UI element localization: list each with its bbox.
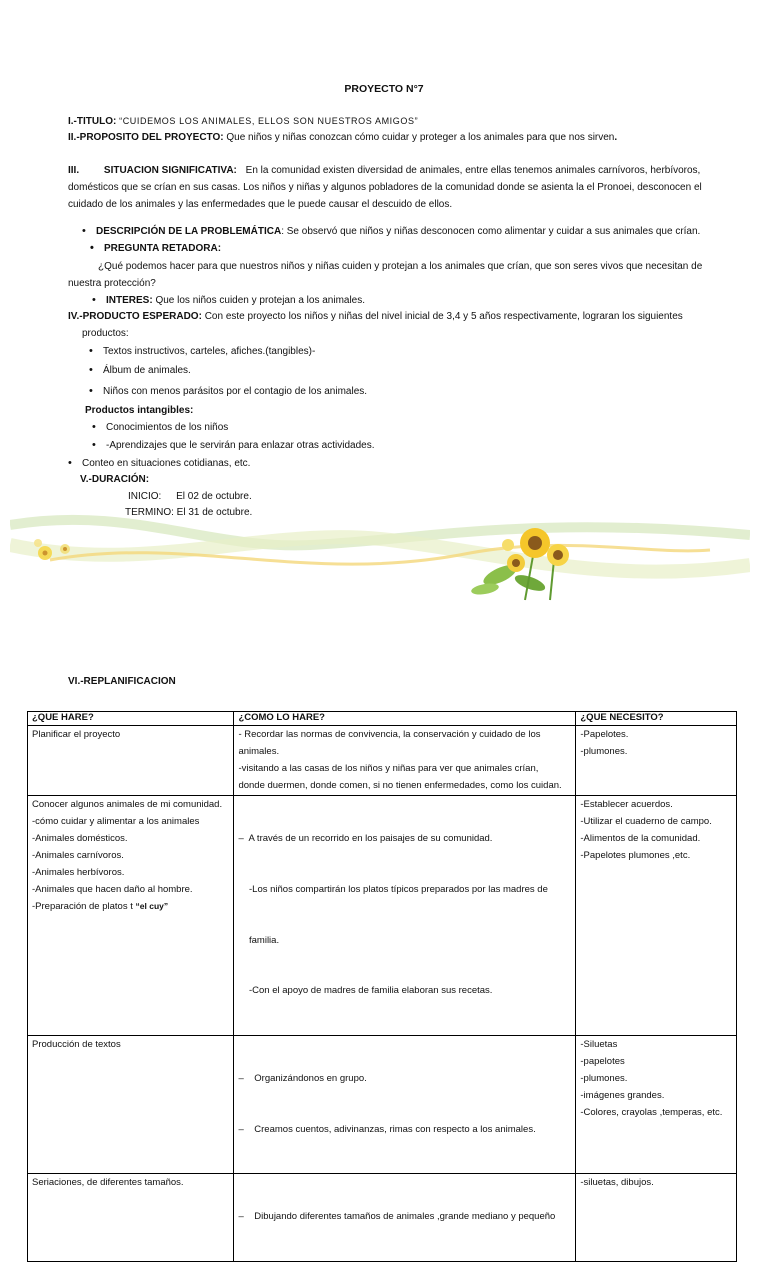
page-title: PROYECTO N°7 — [344, 83, 424, 95]
replanificacion-label: VI.-REPLANIFICACION — [68, 676, 176, 687]
proposito-value: Que niños y niñas conozcan cómo cuidar y proteger a los animales para que nos sirven — [226, 132, 615, 143]
row1-como: - Recordar las normas de convivencia, la conservación y cuidado de los animales. -visitando a las casas de los niños y niñas para ver que animales crían, donde duermen, donde comen, si no tienen enfermedades, como los cuidan. — [234, 725, 576, 796]
pregunta-label: • PREGUNTA RETADORA: — [104, 242, 221, 256]
situacion-num: III. — [68, 165, 80, 176]
problematica-item — [96, 225, 700, 239]
interes-text: Que los niños cuiden y protejan a los animales. — [155, 295, 366, 306]
table-row — [28, 1174, 737, 1262]
header-que-hare: ¿QUE HARE? — [28, 712, 234, 726]
row2-que: Conocer algunos animales de mi comunidad. -cómo cuidar y alimentar a los animales -Animales domésticos. -Animales carnívoros. -Animales herbívoros. -Animales que hacen daño al hombre. -Preparación de platos t “el cuy” — [28, 796, 234, 1036]
pregunta-text-1: ¿Qué podemos hacer para que nuestros niños y niñas cuiden y protejan a los animales que crían, que son seres vivos que necesitan de — [98, 261, 703, 272]
row3-como: – Organizándonos en grupo. – Creamos cuentos, adivinanzas, rimas con respecto a los animales. — [234, 1036, 576, 1174]
row3-necesito: -Siluetas -papelotes -plumones. -imágenes grandes. -Colores, crayolas ,temperas, etc. — [576, 1036, 737, 1174]
row4-necesito: -siluetas, dibujos. — [576, 1174, 737, 1262]
table-row — [28, 725, 737, 796]
situacion-label: SITUACION SIGNIFICATIVA: — [103, 165, 237, 176]
pregunta-text-2: nuestra protección? — [68, 278, 156, 289]
problematica-text: : Se observó que niños y niñas desconocen como alimentar y cuidar a sus animales que crían. — [281, 226, 701, 237]
header-que-necesito: ¿QUE NECESITO? — [576, 712, 737, 726]
inicio-line — [128, 490, 252, 504]
proposito-label: II.-PROPOSITO DEL PROYECTO: — [68, 132, 224, 143]
row1-que: Planificar el proyecto — [28, 725, 234, 796]
tangible-item-1: • Textos instructivos, carteles, afiches.(tangibles)- — [103, 345, 315, 359]
row2-necesito: -Establecer acuerdos. -Utilizar el cuaderno de campo. -Alimentos de la comunidad. -Papelotes plumones ,etc. — [576, 796, 737, 1036]
table-row — [28, 1036, 737, 1174]
titulo-value: “CUIDEMOS LOS ANIMALES, ELLOS SON NUESTROS AMIGOS” — [119, 116, 419, 126]
situacion-text-2: domésticos que se crían en sus casas. Los niños y niñas y algunos pobladores de la comunidad donde se asienta la el Pronoei, desconocen el — [68, 182, 702, 193]
situacion-text-3: cuidado de los animales y las enfermedades que le puede causar el descuido de ellos. — [68, 199, 453, 210]
row2-como: – A través de un recorrido en los paisajes de su comunidad. -Los niños compartirán los platos típicos preparados por las madres de familia. -Con el apoyo de madres de familia elaboran sus recetas. — [234, 796, 576, 1036]
flower-banner-image — [10, 505, 750, 605]
intangible-item-1: • Conocimientos de los niños — [106, 421, 228, 435]
tangible-item-2: • Álbum de animales. — [103, 364, 191, 378]
titulo-label: I.-TITULO: — [68, 116, 117, 127]
header-como-lo-hare: ¿COMO LO HARE? — [234, 712, 576, 726]
tangible-item-3: • Niños con menos parásitos por el contagio de los animales. — [103, 385, 367, 399]
intangible-item-2: • -Aprendizajes que le servirán para enlazar otras actividades. — [106, 439, 374, 453]
termino-value: El 31 de octubre. — [176, 507, 253, 518]
proposito-line: II.-PROPOSITO DEL PROYECTO: Que niños y niñas conozcan cómo cuidar y proteger a los animales para que nos sirven. — [68, 132, 618, 143]
row4-que: Seriaciones, de diferentes tamaños. — [28, 1174, 234, 1262]
table-header-row — [28, 712, 737, 726]
termino-label: TERMINO: — [125, 507, 174, 518]
interes-label: INTERES: — [106, 295, 153, 306]
row4-como: – Dibujando diferentes tamaños de animales ,grande mediano y pequeño — [234, 1174, 576, 1262]
producto-text-1: Con este proyecto los niños y niñas del nivel inicial de 3,4 y 5 años respectivamente, lograran los siguientes — [204, 311, 683, 322]
situacion-line-1 — [68, 164, 708, 178]
row3-que: Producción de textos — [28, 1036, 234, 1174]
situacion-text-1: En la comunidad existen diversidad de animales, entre ellas tenemos animales carnívoros, herbívoros, — [245, 165, 701, 176]
titulo-line — [68, 115, 418, 129]
intangibles-label: Productos intangibles: — [85, 405, 194, 416]
producto-text-2: productos: — [82, 328, 129, 339]
row1-necesito: -Papelotes. -plumones. — [576, 725, 737, 796]
table-row — [28, 796, 737, 1036]
inicio-value: El 02 de octubre. — [176, 491, 252, 502]
problematica-label: DESCRIPCIÓN DE LA PROBLEMÁTICA — [96, 226, 282, 237]
producto-line-1 — [68, 310, 708, 324]
interes-item — [106, 294, 365, 308]
inicio-label: INICIO: — [128, 491, 162, 502]
replanificacion-table — [27, 711, 737, 1262]
producto-label: IV.-PRODUCTO ESPERADO: — [68, 311, 202, 322]
conteo-item: • Conteo en situaciones cotidianas, etc. — [82, 457, 250, 471]
duracion-label: V.-DURACIÓN: — [80, 474, 150, 485]
